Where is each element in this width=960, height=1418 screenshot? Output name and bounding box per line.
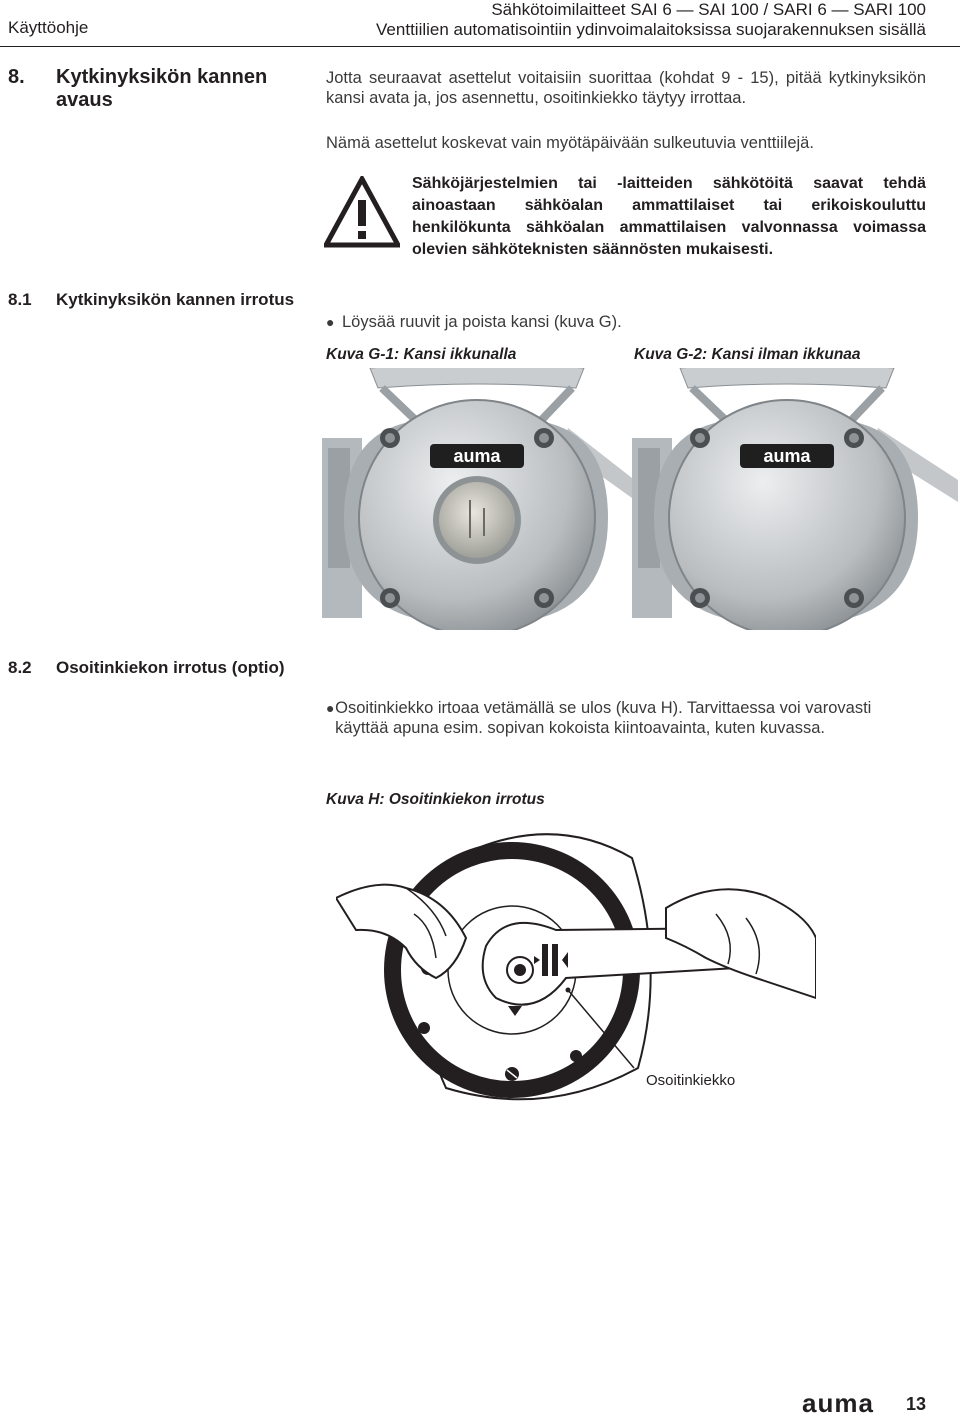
section-82-title: Osoitinkiekon irrotus (optio) [56,658,285,677]
figure-g1-caption: Kuva G-1: Kansi ikkunalla [326,346,517,363]
header-product-subtitle: Venttiilien automatisointiin ydinvoimalaitoksissa suojarakennuksen sisällä [376,20,926,39]
section-8-title [56,66,267,112]
header-product-line: Sähkötoimilaitteet SAI 6 — SAI 100 / SARI 6 — SARI 100 [491,0,926,19]
section-8-number: 8. [8,66,25,88]
figure-h-callout-label: Osoitinkiekko [646,1072,736,1089]
page-number: 13 [906,1394,927,1414]
header-manual-type: Käyttöohje [8,18,89,37]
section-8-title-line1: Kytkinyksikön kannen [56,66,268,88]
bullet-icon: ● [326,700,335,716]
section-81-instruction-text: Löysää ruuvit ja poista kansi (kuva G). [342,313,622,331]
footer-logo: auma [802,1388,874,1418]
figure-h-indicator-disc-removal [336,818,816,1128]
section-82-instruction-text: Osoitinkiekko irtoaa vetämällä se ulos (kuva H). Tarvittaessa voi varovasti käyttää apuna esim. sopivan kokoista kiintoavainta, kuten kuvassa. [335,699,872,737]
figure-g2-caption: Kuva G-2: Kansi ilman ikkunaa [634,346,861,363]
figure-h-caption: Kuva H: Osoitinkiekon irrotus [326,791,545,808]
electrical-safety-warning: Sähköjärjestelmien tai -laitteiden sähkötöitä saavat tehdä ainoastaan sähköalan ammattilaiset tai erikoiskouluttu henkilökunta sähköalan ammattilaisen valvonnassa voimassa olevien sähköteknisten säännösten mukaisesti. [412,175,926,258]
section-8-intro: Jotta seuraavat asettelut voitaisiin suorittaa (kohdat 9 - 15), pitää kytkinyksikön kansi avata ja, jos asennettu, osoitinkiekko täytyy irrottaa. [326,69,926,107]
section-8-title-line2: avaus [56,89,113,111]
figure-g2-cover-without-window [632,368,960,630]
figure-g2-logo: auma [763,446,811,466]
section-81-title: Kytkinyksikön kannen irrotus [56,290,295,309]
bullet-icon: ● [326,314,335,330]
warning-icon [324,176,400,253]
header-divider [0,46,960,47]
header-product-title [376,0,926,40]
figure-g1-cover-with-window [322,368,632,630]
figure-g1-logo: auma [453,446,501,466]
section-81-number: 8.1 [8,290,32,309]
section-81-instruction [326,312,926,332]
section-82-instruction [326,698,926,738]
section-82-number: 8.2 [8,658,32,677]
section-8-scope-note: Nämä asettelut koskevat vain myötäpäivään sulkeutuvia venttiilejä. [326,134,814,152]
